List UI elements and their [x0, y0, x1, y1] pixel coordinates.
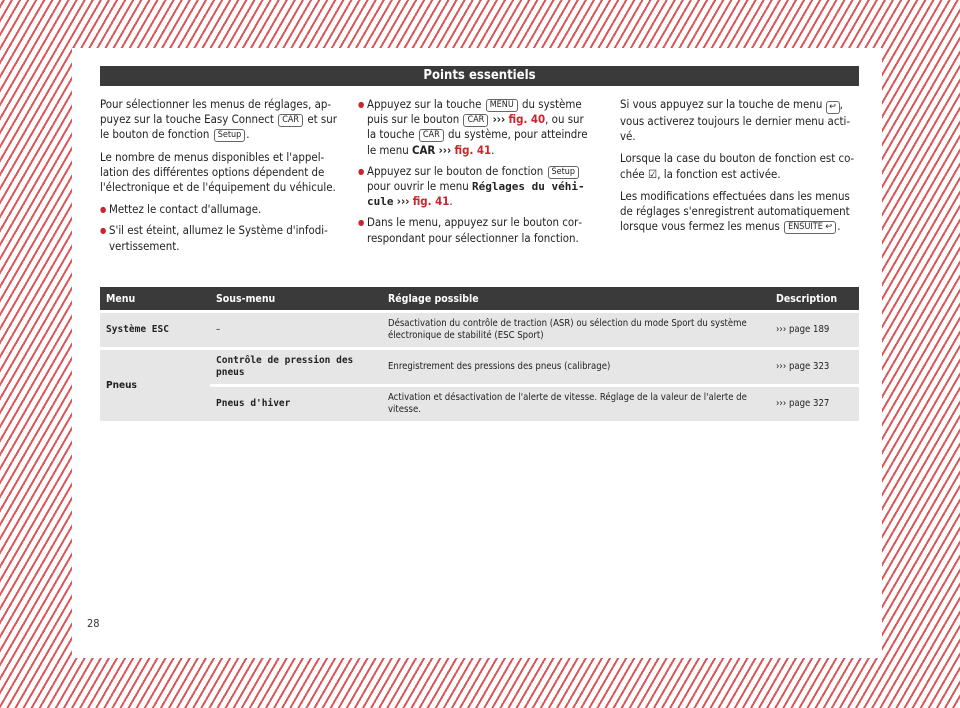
text: , vous activerez toujours le dernier menu activé. — [620, 97, 851, 144]
text-column-1 — [100, 97, 338, 260]
arrows-icon: ››› — [396, 194, 410, 209]
bullet-item: ● S'il est éteint, allumez le Système d'infodivertissement. — [100, 223, 338, 253]
text: . — [246, 127, 250, 142]
car-key-icon: CAR — [419, 129, 444, 142]
column-header: Sous-menu — [210, 287, 382, 310]
text: , la fonction est activée. — [657, 166, 781, 181]
description-cell[interactable]: ››› page 327 — [770, 387, 859, 421]
text: . — [491, 142, 495, 157]
description-cell[interactable]: ››› page 323 — [770, 350, 859, 384]
back-arrow-icon: ↩ — [826, 101, 840, 114]
bullet-item — [358, 164, 596, 210]
submenu-cell: Pneus d'hiver — [210, 387, 382, 421]
key-label: ENSUITE — [788, 222, 823, 233]
menu-name: Réglages du véhicule — [367, 180, 585, 209]
text-column-3 — [620, 97, 858, 241]
page-number: 28 — [87, 617, 100, 630]
bullet-item: ● Dans le menu, appuyez sur le bouton correspondant pour sélectionner la fonction. — [358, 215, 596, 245]
settings-table — [100, 284, 859, 424]
text: . — [449, 194, 453, 209]
text: Appuyez sur le bouton de fonction — [367, 163, 544, 178]
menu-cell: Système ESC — [100, 313, 210, 347]
menu-key-icon: MENU — [486, 99, 518, 112]
figure-link[interactable]: fig. 40 — [508, 112, 546, 127]
text: et sur le bouton de fonction — [100, 112, 337, 142]
table-header-row — [100, 287, 859, 310]
text-column-2 — [358, 97, 596, 252]
car-key-icon: CAR — [278, 114, 303, 127]
checkbox-checked-icon: ☑ — [648, 166, 658, 181]
table-row — [100, 350, 859, 384]
setup-key-icon: Setup — [214, 129, 246, 142]
setting-cell: Enregistrement des pressions des pneus (calibrage) — [382, 350, 770, 384]
paragraph — [620, 151, 858, 181]
text: Pour sélectionner les menus de réglages, appuyez sur la touche Easy Connect — [100, 97, 332, 127]
menu-cell: Pneus — [100, 350, 210, 421]
paragraph — [100, 97, 338, 143]
car-key-icon: CAR — [463, 114, 488, 127]
table-row — [100, 313, 859, 347]
submenu-cell: Contrôle de pression des pneus — [210, 350, 382, 384]
column-header: Description — [770, 287, 859, 310]
column-header: Réglage possible — [382, 287, 770, 310]
setting-cell: Désactivation du contrôle de traction (ASR) ou sélection du mode Sport du système électronique de stabilité (ESC Sport) — [382, 313, 770, 347]
text: du système, pour atteindre le menu — [367, 127, 588, 157]
text: , ou sur la touche — [367, 112, 584, 142]
table-row — [100, 387, 859, 421]
bullet-item — [358, 97, 596, 158]
text: . — [837, 219, 841, 234]
text: Les modifications effectuées dans les menus de réglages s'enregistrent automatiquement lorsque vous fermez les menus — [620, 188, 850, 234]
column-header: Menu — [100, 287, 210, 310]
submenu-cell: – — [210, 313, 382, 347]
paragraph — [620, 189, 858, 235]
text: Appuyez sur la touche — [367, 97, 482, 111]
figure-link[interactable]: fig. 41 — [454, 142, 492, 157]
text: du système puis sur le bouton — [367, 97, 582, 127]
paragraph — [620, 97, 858, 144]
text: pour ouvrir le menu — [367, 179, 469, 194]
bullet-item: ● Mettez le contact d'allumage. — [100, 202, 338, 217]
arrows-icon: ››› — [492, 112, 506, 127]
paragraph: Le nombre de menus disponibles et l'appellation des différentes options dépendent de l'électronique et de l'équipement du véhicule. — [100, 149, 336, 195]
menu-name: CAR — [411, 142, 436, 157]
ensuite-key-icon: ENSUITE ↩ — [784, 221, 836, 234]
page-title: Points essentiels — [100, 66, 859, 86]
figure-link[interactable]: fig. 41 — [412, 194, 450, 209]
text: Lorsque la case du bouton de fonction est cochée — [620, 151, 855, 181]
description-cell[interactable]: ››› page 189 — [770, 313, 859, 347]
text: Si vous appuyez sur la touche de menu — [620, 97, 823, 111]
arrows-icon: ››› — [438, 142, 452, 157]
setup-key-icon: Setup — [548, 166, 580, 179]
setting-cell: Activation et désactivation de l'alerte de vitesse. Réglage de la valeur de l'alerte de vitesse. — [382, 387, 770, 421]
